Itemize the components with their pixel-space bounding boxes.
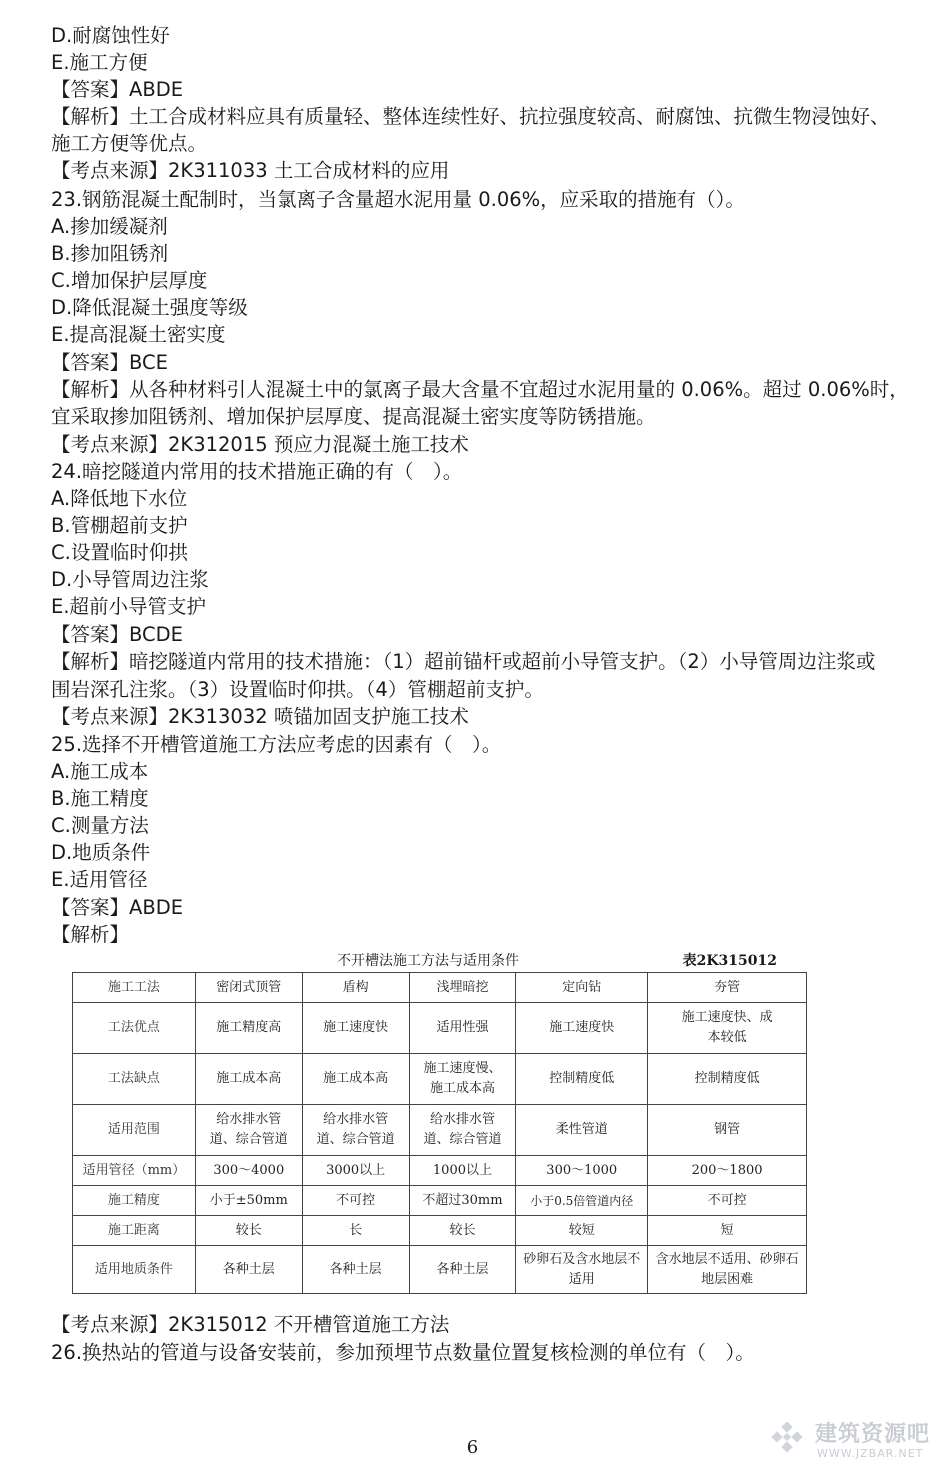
table-row bbox=[73, 1186, 807, 1216]
option-d-q22: D.耐腐蚀性好 bbox=[51, 24, 170, 47]
table-cell: 盾构 bbox=[302, 973, 409, 1003]
table-cell: 各种土层 bbox=[409, 1246, 516, 1294]
table-cell: 密闭式顶管 bbox=[195, 973, 302, 1003]
table-cell: 短 bbox=[648, 1216, 807, 1246]
table-cell: 各种土层 bbox=[302, 1246, 409, 1294]
watermark-url: WWW.JZBAR.NET bbox=[817, 1447, 924, 1460]
table-cell: 适用地质条件 bbox=[73, 1246, 196, 1294]
table-cell: 控制精度低 bbox=[648, 1054, 807, 1105]
table-cell: 工法缺点 bbox=[73, 1054, 196, 1105]
table-cell: 小于0.5倍管道内径 bbox=[516, 1186, 648, 1216]
table-cell: 适用性强 bbox=[409, 1003, 516, 1054]
answer-q23: 【答案】BCE bbox=[51, 351, 168, 374]
source-q22: 【考点来源】2K311033 土工合成材料的应用 bbox=[51, 159, 450, 182]
table-cell: 柔性管道 bbox=[516, 1105, 648, 1156]
table-cell: 给水排水管道、综合管道 bbox=[195, 1105, 302, 1156]
table-title: 不开槽法施工方法与适用条件 bbox=[337, 953, 519, 969]
table-cell: 适用管径（mm） bbox=[73, 1156, 196, 1186]
table-cell: 给水排水管道、综合管道 bbox=[409, 1105, 516, 1156]
table-cell: 施工成本高 bbox=[302, 1054, 409, 1105]
table-cell: 较长 bbox=[409, 1216, 516, 1246]
table-row bbox=[73, 1246, 807, 1294]
table-row bbox=[73, 1105, 807, 1156]
table-cell: 定向钻 bbox=[516, 973, 648, 1003]
answer-q25: 【答案】ABDE bbox=[51, 896, 184, 919]
question-23: 23.钢筋混凝土配制时，当氯离子含量超水泥用量 0.06%，应采取的措施有（）。 bbox=[51, 188, 745, 211]
table-row bbox=[73, 1003, 807, 1054]
table-cell: 施工速度慢、施工成本高 bbox=[409, 1054, 516, 1105]
option-a-q24: A.降低地下水位 bbox=[51, 487, 188, 510]
table-cell: 砂卵石及含水地层不适用 bbox=[516, 1246, 648, 1294]
option-d-q24: D.小导管周边注浆 bbox=[51, 568, 209, 591]
table-cell: 300～4000 bbox=[195, 1156, 302, 1186]
analysis-q24-line1: 【解析】暗挖隧道内常用的技术措施：（1）超前锚杆或超前小导管支护。（2）小导管周边注浆或 bbox=[51, 650, 876, 673]
option-a-q25: A.施工成本 bbox=[51, 760, 149, 783]
option-e-q25: E.适用管径 bbox=[51, 868, 148, 891]
source-q25: 【考点来源】2K315012 不开槽管道施工方法 bbox=[51, 1313, 450, 1336]
page-number: 6 bbox=[466, 1437, 479, 1458]
analysis-q22-line2: 施工方便等优点。 bbox=[51, 132, 208, 155]
table-cell: 300～1000 bbox=[516, 1156, 648, 1186]
option-b-q25: B.施工精度 bbox=[51, 787, 149, 810]
table-cell: 含水地层不适用、砂卵石地层困难 bbox=[648, 1246, 807, 1294]
table-cell: 较长 bbox=[195, 1216, 302, 1246]
table-cell: 200～1800 bbox=[648, 1156, 807, 1186]
source-q24: 【考点来源】2K313032 喷锚加固支护施工技术 bbox=[51, 705, 469, 728]
table-cell: 施工速度快 bbox=[302, 1003, 409, 1054]
question-25: 25.选择不开槽管道施工方法应考虑的因素有（ ）。 bbox=[51, 733, 502, 756]
question-24: 24.暗挖隧道内常用的技术措施正确的有（ ）。 bbox=[51, 460, 463, 483]
watermark bbox=[765, 1415, 940, 1465]
option-e-q22: E.施工方便 bbox=[51, 51, 148, 74]
table-cell: 给水排水管道、综合管道 bbox=[302, 1105, 409, 1156]
question-26: 26.换热站的管道与设备安装前，参加预埋节点数量位置复核检测的单位有（ ）。 bbox=[51, 1341, 755, 1364]
table-cell: 施工精度 bbox=[73, 1186, 196, 1216]
table-cell: 不可控 bbox=[302, 1186, 409, 1216]
table-cell: 不超过30mm bbox=[409, 1186, 516, 1216]
table-cell: 各种土层 bbox=[195, 1246, 302, 1294]
option-c-q25: C.测量方法 bbox=[51, 814, 149, 837]
table-cell: 夯管 bbox=[648, 973, 807, 1003]
analysis-q24-line2: 围岩深孔注浆。（3）设置临时仰拱。（4）管棚超前支护。 bbox=[51, 678, 544, 701]
answer-q22: 【答案】ABDE bbox=[51, 78, 184, 101]
table-cell: 施工工法 bbox=[73, 973, 196, 1003]
option-d-q23: D.降低混凝土强度等级 bbox=[51, 296, 248, 319]
table-row bbox=[73, 1216, 807, 1246]
diamond-logo-icon bbox=[769, 1421, 805, 1457]
table-cell: 3000以上 bbox=[302, 1156, 409, 1186]
analysis-q23-line1: 【解析】从各种材料引人混凝土中的氯离子最大含量不宜超过水泥用量的 0.06%。超过 0.06%时， bbox=[51, 378, 909, 401]
table-number: 表2K315012 bbox=[682, 953, 777, 969]
table-cell: 长 bbox=[302, 1216, 409, 1246]
watermark-name: 建筑资源吧 bbox=[815, 1422, 931, 1447]
table-row bbox=[73, 973, 807, 1003]
analysis-q22-line1: 【解析】土工合成材料应具有质量轻、整体连续性好、抗拉强度较高、耐腐蚀、抗微生物浸蚀好、 bbox=[51, 105, 890, 128]
option-b-q24: B.管棚超前支护 bbox=[51, 514, 188, 537]
option-a-q23: A.掺加缓凝剂 bbox=[51, 215, 168, 238]
table-row bbox=[73, 1156, 807, 1186]
table-cell: 较短 bbox=[516, 1216, 648, 1246]
table-cell: 施工成本高 bbox=[195, 1054, 302, 1105]
table-cell: 控制精度低 bbox=[516, 1054, 648, 1105]
construction-methods-table bbox=[72, 972, 807, 1294]
table-cell: 施工距离 bbox=[73, 1216, 196, 1246]
table-cell: 小于±50mm bbox=[195, 1186, 302, 1216]
source-q23: 【考点来源】2K312015 预应力混凝土施工技术 bbox=[51, 433, 469, 456]
table-cell: 施工速度快、成本较低 bbox=[648, 1003, 807, 1054]
table-cell: 不可控 bbox=[648, 1186, 807, 1216]
table-cell: 1000以上 bbox=[409, 1156, 516, 1186]
option-c-q23: C.增加保护层厚度 bbox=[51, 269, 208, 292]
option-e-q23: E.提高混凝土密实度 bbox=[51, 323, 226, 346]
option-c-q24: C.设置临时仰拱 bbox=[51, 541, 188, 564]
table-cell: 适用范围 bbox=[73, 1105, 196, 1156]
option-d-q25: D.地质条件 bbox=[51, 841, 151, 864]
table-cell: 施工精度高 bbox=[195, 1003, 302, 1054]
table-cell: 工法优点 bbox=[73, 1003, 196, 1054]
option-e-q24: E.超前小导管支护 bbox=[51, 595, 207, 618]
answer-q24: 【答案】BCDE bbox=[51, 623, 183, 646]
analysis-q25-label: 【解析】 bbox=[51, 923, 130, 946]
table-row bbox=[73, 1054, 807, 1105]
table-cell: 钢管 bbox=[648, 1105, 807, 1156]
table-caption bbox=[72, 948, 807, 970]
option-b-q23: B.掺加阻锈剂 bbox=[51, 242, 169, 265]
analysis-q23-line2: 宜采取掺加阻锈剂、增加保护层厚度、提高混凝土密实度等防锈措施。 bbox=[51, 405, 656, 428]
table-cell: 浅埋暗挖 bbox=[409, 973, 516, 1003]
table-cell: 施工速度快 bbox=[516, 1003, 648, 1054]
